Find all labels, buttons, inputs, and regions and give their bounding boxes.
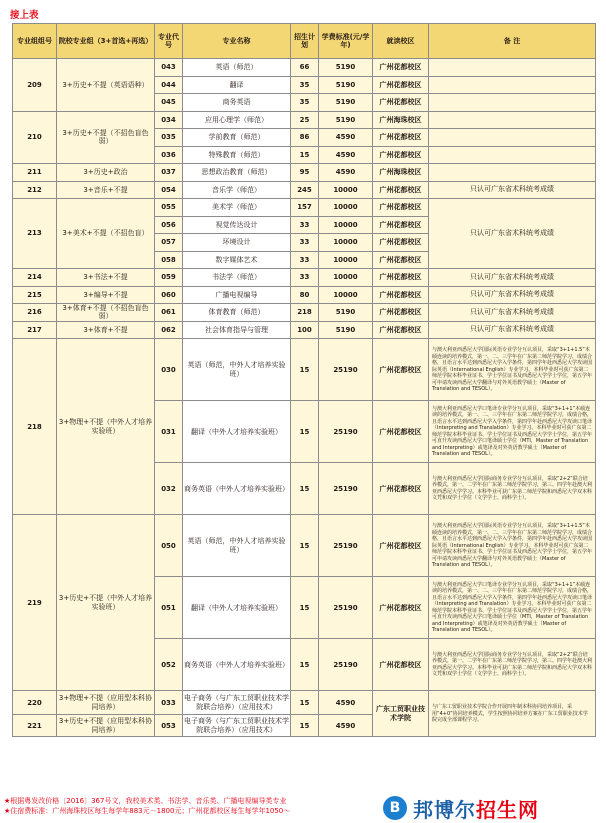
major-name: 英语（师范，中外人才培养实验班） (183, 339, 291, 401)
watermark-text-b: 招生网 (476, 797, 539, 822)
tuition-fee: 10000 (319, 269, 373, 287)
major-code: 030 (155, 339, 183, 401)
tuition-fee: 25190 (319, 577, 373, 639)
footnote-accommodation: ★住宿费标准：广州海珠校区每生每学年883元－1800元；广州花都校区每生每学年1050～ (4, 807, 291, 816)
campus: 广州花都校区 (373, 146, 429, 164)
table-row (13, 59, 596, 77)
tuition-fee: 4590 (319, 129, 373, 147)
major-code: 054 (155, 181, 183, 199)
major-name: 翻译（中外人才培养实验班） (183, 401, 291, 463)
major-code: 059 (155, 269, 183, 287)
major-code: 033 (155, 691, 183, 715)
major-code: 035 (155, 129, 183, 147)
table-row (13, 269, 596, 287)
tuition-fee: 5190 (319, 94, 373, 112)
group-requirement: 3+体育+不提（不招色盲色弱） (57, 304, 155, 322)
group-code: 220 (13, 691, 57, 715)
table-row (13, 199, 596, 217)
group-requirement: 3+体育+不提 (57, 321, 155, 339)
major-name: 翻译 (183, 76, 291, 94)
campus: 广州花都校区 (373, 181, 429, 199)
tuition-fee: 5190 (319, 304, 373, 322)
table-row (13, 515, 596, 577)
table-row (13, 691, 596, 715)
plan-count: 15 (291, 463, 319, 515)
header-row (13, 24, 596, 59)
tuition-fee: 10000 (319, 181, 373, 199)
major-code: 044 (155, 76, 183, 94)
header-fee: 学费标准(元/学年) (319, 24, 373, 59)
watermark-logo-icon: B (383, 796, 407, 820)
group-requirement: 3+历史+不提（英语语种） (57, 59, 155, 112)
tuition-fee: 25190 (319, 339, 373, 401)
table-row (13, 181, 596, 199)
table-row (13, 321, 596, 339)
tuition-fee: 25190 (319, 639, 373, 691)
note: 只认可广东省术科统考成绩 (429, 269, 596, 287)
group-requirement: 3+美术+不提（不招色盲） (57, 199, 155, 269)
campus: 广州花都校区 (373, 639, 429, 691)
major-code: 057 (155, 234, 183, 252)
group-code: 213 (13, 199, 57, 269)
campus: 广州花都校区 (373, 234, 429, 252)
watermark-text (413, 794, 539, 823)
campus: 广州花都校区 (373, 286, 429, 304)
tuition-fee: 4590 (319, 164, 373, 182)
plan-count: 15 (291, 715, 319, 737)
table-row (13, 339, 596, 401)
campus: 广州花都校区 (373, 199, 429, 217)
note (429, 129, 596, 147)
major-name: 美术学（师范） (183, 199, 291, 217)
major-code: 056 (155, 216, 183, 234)
tuition-fee: 4590 (319, 146, 373, 164)
plan-count: 15 (291, 639, 319, 691)
tuition-fee: 5190 (319, 76, 373, 94)
footnote-fee-basis: ★根据粤发改价格〔2016〕367号文，我校美术类、书法学、音乐类、广播电视编导类专业 (4, 797, 287, 805)
plan-count: 15 (291, 146, 319, 164)
major-code: 050 (155, 515, 183, 577)
note: 与澳大利亚西悉尼大学国际英语专业学分互认项目，采取“3+1+1.5”本硕连读的培养模式，第一、二、三学年在广东第二师范学院学习，成绩合格，且语言水平达到西悉尼大学入学条件，第四学年赴西悉尼大学攻读国际英语（International English）专业学习。本科毕业时可获广东第二师范学院本科毕业证书、学士学位证书及西悉尼大学学士学位，第五学年可申请攻读西悉尼大学翻译与对外英语教学硕士（Master of Translation and TESOL）。 (429, 515, 596, 577)
watermark-text-a: 邦博尔 (413, 797, 476, 822)
group-code: 221 (13, 715, 57, 737)
note (429, 146, 596, 164)
major-name: 书法学（师范） (183, 269, 291, 287)
group-code: 212 (13, 181, 57, 199)
note (429, 59, 596, 77)
plan-count: 218 (291, 304, 319, 322)
campus: 广州花都校区 (373, 216, 429, 234)
group-requirement: 3+历史+不提（应用型本科协同培养） (57, 715, 155, 737)
plan-count: 157 (291, 199, 319, 217)
major-name: 翻译（中外人才培养实验班） (183, 577, 291, 639)
major-code: 032 (155, 463, 183, 515)
plan-count: 15 (291, 691, 319, 715)
major-code: 060 (155, 286, 183, 304)
major-code: 062 (155, 321, 183, 339)
plan-count: 35 (291, 94, 319, 112)
header-group-code: 专业组组号 (13, 24, 57, 59)
plan-count: 80 (291, 286, 319, 304)
plan-count: 66 (291, 59, 319, 77)
note: 只认可广东省术科统考成绩 (429, 181, 596, 199)
major-code: 052 (155, 639, 183, 691)
tuition-fee: 25190 (319, 401, 373, 463)
tuition-fee: 4590 (319, 691, 373, 715)
major-name: 视觉传达设计 (183, 216, 291, 234)
major-name: 商务英语（中外人才培养实验班） (183, 639, 291, 691)
plan-count: 15 (291, 401, 319, 463)
campus: 广州海珠校区 (373, 111, 429, 129)
admission-plan-table (12, 23, 596, 737)
major-code: 037 (155, 164, 183, 182)
group-code: 210 (13, 111, 57, 164)
header-group-requirement: 院校专业组（3+首选+再选） (57, 24, 155, 59)
note: 只认可广东省术科统考成绩 (429, 199, 596, 269)
plan-count: 15 (291, 577, 319, 639)
group-code: 209 (13, 59, 57, 112)
plan-count: 25 (291, 111, 319, 129)
group-code: 219 (13, 515, 57, 691)
campus: 广州花都校区 (373, 577, 429, 639)
tuition-fee: 10000 (319, 234, 373, 252)
tuition-fee: 5190 (319, 59, 373, 77)
group-requirement: 3+物理+不提（中外人才培养实验班） (57, 339, 155, 515)
note: 只认可广东省术科统考成绩 (429, 321, 596, 339)
major-code: 045 (155, 94, 183, 112)
plan-count: 15 (291, 339, 319, 401)
plan-count: 86 (291, 129, 319, 147)
major-code: 053 (155, 715, 183, 737)
tuition-fee: 5190 (319, 321, 373, 339)
tuition-fee: 25190 (319, 463, 373, 515)
table-row (13, 111, 596, 129)
major-name: 思想政治教育（师范） (183, 164, 291, 182)
plan-count: 100 (291, 321, 319, 339)
group-code: 214 (13, 269, 57, 287)
campus: 广州花都校区 (373, 94, 429, 112)
note: 与澳大利亚西悉尼大学口笔译专业学分互认项目，采取“3+1+1”本硕连读的培养模式，第一、二、三学年在广东第二师范学院学习，成绩合格，且语言水平达到西悉尼大学入学条件，第四学年赴西悉尼大学攻读口笔译（Interpreting and Translation）专业学习。本科毕业时可获广东第二师范学院本科毕业证书、学士学位证书及西悉尼大学学士学位，第五学年可直升攻读西悉尼大学口笔译硕士学位（MTI，Master of Translation and Interpreting）或笔译及对外英语教学硕士（Master of Translation and TESOL）。 (429, 577, 596, 639)
note (429, 111, 596, 129)
note: 只认可广东省术科统考成绩 (429, 286, 596, 304)
continued-label: 接上表 (10, 10, 39, 21)
major-name: 特殊教育（师范） (183, 146, 291, 164)
major-name: 学前教育（师范） (183, 129, 291, 147)
major-name: 环境设计 (183, 234, 291, 252)
tuition-fee: 10000 (319, 199, 373, 217)
group-requirement: 3+音乐+不提 (57, 181, 155, 199)
note: 与澳大利亚西悉尼大学国际英语专业学分互认项目，采取“3+1+1.5”本硕连读的培养模式，第一、二、三学年在广东第二师范学院学习，成绩合格，且语言水平达到西悉尼大学入学条件，第四学年赴西悉尼大学攻读国际英语（International English）专业学习。本科毕业时可获广东第二师范学院本科毕业证书、学士学位证书及西悉尼大学学士学位，第五学年可申请攻读西悉尼大学翻译与对外英语教学硕士（Master of Translation and TESOL）。 (429, 339, 596, 401)
major-name: 社会体育指导与管理 (183, 321, 291, 339)
note: 与澳大利亚西悉尼大学口笔译专业学分互认项目，采取“3+1+1”本硕连读的培养模式，第一、二、三学年在广东第二师范学院学习，成绩合格，且语言水平达到西悉尼大学入学条件，第四学年赴西悉尼大学攻读口笔译（Interpreting and Translation）专业学习。本科毕业时可获广东第二师范学院本科毕业证书、学士学位证书及西悉尼大学学士学位，第五学年可直升攻读西悉尼大学口笔译硕士学位（MTI，Master of Translation and Interpreting）或笔译及对外英语教学硕士（Master of Translation and TESOL）。 (429, 401, 596, 463)
plan-count: 33 (291, 234, 319, 252)
campus: 广州花都校区 (373, 269, 429, 287)
note (429, 76, 596, 94)
major-code: 055 (155, 199, 183, 217)
group-code: 218 (13, 339, 57, 515)
major-name: 商务英语（中外人才培养实验班） (183, 463, 291, 515)
group-requirement: 3+历史+不提（不招色盲色弱） (57, 111, 155, 164)
header-note: 备 注 (429, 24, 596, 59)
major-code: 043 (155, 59, 183, 77)
plan-count: 35 (291, 76, 319, 94)
group-code: 211 (13, 164, 57, 182)
major-name: 电子商务（与广东工贸职业技术学院联合培养）（应用技术） (183, 691, 291, 715)
note: 与澳大利亚西悉尼大学国际商务专业学分互认项目，采取“2+2”联合培养模式，第一、二学年在广东第二师范学院学习，第三、四学年赴澳大利亚西悉尼大学学习。本科毕业可获广东第二师范学院和西悉尼大学双本科文凭和双学士学位（文学学士、商科学士）。 (429, 463, 596, 515)
major-code: 058 (155, 251, 183, 269)
campus: 广州海珠校区 (373, 164, 429, 182)
note (429, 164, 596, 182)
plan-count: 95 (291, 164, 319, 182)
campus: 广州花都校区 (373, 59, 429, 77)
group-code: 216 (13, 304, 57, 322)
group-requirement: 3+物理+不提（应用型本科协同培养） (57, 691, 155, 715)
group-requirement: 3+书法+不提 (57, 269, 155, 287)
major-code: 061 (155, 304, 183, 322)
header-major-code: 专业代号 (155, 24, 183, 59)
table-row (13, 286, 596, 304)
campus: 广州花都校区 (373, 401, 429, 463)
header-campus: 就读校区 (373, 24, 429, 59)
major-name: 英语（师范） (183, 59, 291, 77)
group-code: 215 (13, 286, 57, 304)
campus: 广东工贸职业技术学院 (373, 691, 429, 737)
plan-count: 33 (291, 216, 319, 234)
plan-count: 33 (291, 251, 319, 269)
major-code: 034 (155, 111, 183, 129)
site-watermark (383, 794, 603, 822)
major-name: 英语（师范，中外人才培养实验班） (183, 515, 291, 577)
campus: 广州花都校区 (373, 251, 429, 269)
tuition-fee: 10000 (319, 286, 373, 304)
plan-count: 245 (291, 181, 319, 199)
campus: 广州花都校区 (373, 304, 429, 322)
major-name: 应用心理学（师范） (183, 111, 291, 129)
tuition-fee: 10000 (319, 216, 373, 234)
note: 与广东工贸职业技术学院合作开展四年制本科协同培养项目，采用“4+0”协同培养模式，学生按照协同培养方案在广东工贸职业技术学院完成全部课程学习。 (429, 691, 596, 737)
group-requirement: 3+历史+政治 (57, 164, 155, 182)
header-major-name: 专业名称 (183, 24, 291, 59)
tuition-fee: 25190 (319, 515, 373, 577)
campus: 广州花都校区 (373, 76, 429, 94)
major-name: 广播电视编导 (183, 286, 291, 304)
major-name: 音乐学（师范） (183, 181, 291, 199)
major-name: 体育教育（师范） (183, 304, 291, 322)
group-requirement: 3+历史+不提（中外人才培养实验班） (57, 515, 155, 691)
group-requirement: 3+编导+不提 (57, 286, 155, 304)
campus: 广州花都校区 (373, 339, 429, 401)
major-code: 031 (155, 401, 183, 463)
note: 只认可广东省术科统考成绩 (429, 304, 596, 322)
table-row (13, 164, 596, 182)
plan-count: 33 (291, 269, 319, 287)
campus: 广州花都校区 (373, 463, 429, 515)
note: 与澳大利亚西悉尼大学国际商务专业学分互认项目，采取“2+2”联合培养模式，第一、二学年在广东第二师范学院学习，第三、四学年赴澳大利亚西悉尼大学学习。本科毕业可获广东第二师范学院和西悉尼大学双本科文凭和双学士学位（文学学士、商科学士）。 (429, 639, 596, 691)
tuition-fee: 5190 (319, 111, 373, 129)
campus: 广州花都校区 (373, 321, 429, 339)
group-code: 217 (13, 321, 57, 339)
major-name: 商务英语 (183, 94, 291, 112)
major-code: 036 (155, 146, 183, 164)
tuition-fee: 4590 (319, 715, 373, 737)
table-row (13, 304, 596, 322)
major-name: 电子商务（与广东工贸职业技术学院联合培养）（应用技术） (183, 715, 291, 737)
note (429, 94, 596, 112)
campus: 广州花都校区 (373, 515, 429, 577)
major-name: 数字媒体艺术 (183, 251, 291, 269)
plan-count: 15 (291, 515, 319, 577)
header-plan: 招生计划 (291, 24, 319, 59)
campus: 广州花都校区 (373, 129, 429, 147)
major-code: 051 (155, 577, 183, 639)
tuition-fee: 10000 (319, 251, 373, 269)
